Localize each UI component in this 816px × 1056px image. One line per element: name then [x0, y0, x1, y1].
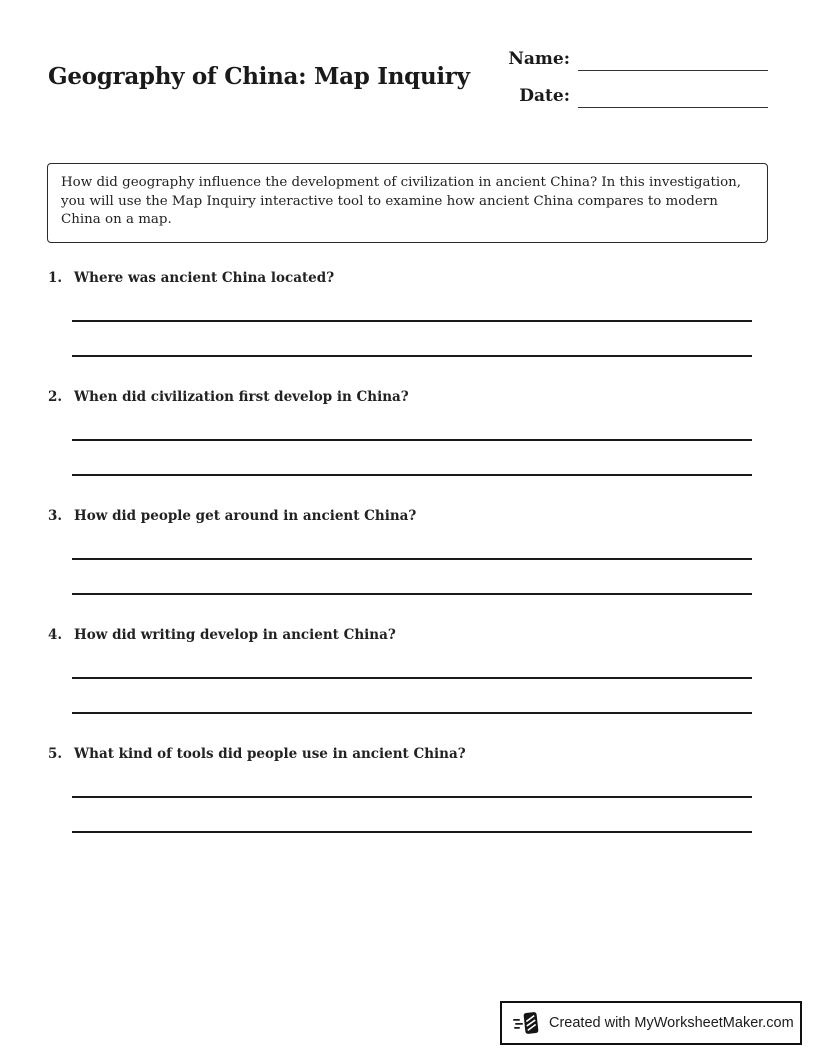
question-3-text: How did people get around in ancient China? [74, 508, 417, 524]
question-1-answer-line-1[interactable] [72, 300, 752, 322]
question-5-answer-line-1[interactable] [72, 776, 752, 798]
question-3 [48, 508, 752, 627]
page-title: Geography of China: Map Inquiry [48, 63, 470, 91]
question-5-answer-line-2[interactable] [72, 811, 752, 833]
name-input-line[interactable] [578, 48, 768, 71]
question-2 [48, 389, 752, 508]
date-label: Date: [519, 86, 570, 106]
question-1 [48, 270, 752, 389]
question-1-text: Where was ancient China located? [74, 270, 335, 286]
credit-badge[interactable] [500, 1001, 802, 1045]
name-field-row [508, 48, 768, 71]
date-input-line[interactable] [578, 85, 768, 108]
question-5 [48, 746, 752, 865]
question-2-number: 2. [48, 389, 63, 405]
question-2-text: When did civilization first develop in China? [74, 389, 409, 405]
question-3-answer-line-1[interactable] [72, 538, 752, 560]
question-2-answer-line-1[interactable] [72, 419, 752, 441]
credit-text: Created with MyWorksheetMaker.com [549, 1015, 794, 1031]
name-label: Name: [508, 49, 570, 69]
worksheet-maker-logo-icon [512, 1008, 542, 1038]
question-4-answer-line-1[interactable] [72, 657, 752, 679]
question-5-number: 5. [48, 746, 63, 762]
question-list [48, 270, 752, 865]
question-4-number: 4. [48, 627, 63, 643]
question-4-answer-line-2[interactable] [72, 692, 752, 714]
date-field-row [508, 85, 768, 108]
header-fields [508, 48, 768, 108]
question-5-text: What kind of tools did people use in ancient China? [74, 746, 466, 762]
question-2-answer-line-2[interactable] [72, 454, 752, 476]
instructions-box: How did geography influence the development of civilization in ancient China? In this investigation, you will use the Map Inquiry interactive tool to examine how ancient China compares to modern China on a map. [47, 163, 768, 243]
question-4-text: How did writing develop in ancient China? [74, 627, 396, 643]
question-3-answer-line-2[interactable] [72, 573, 752, 595]
question-1-number: 1. [48, 270, 63, 286]
question-1-answer-line-2[interactable] [72, 335, 752, 357]
question-3-number: 3. [48, 508, 63, 524]
question-4 [48, 627, 752, 746]
